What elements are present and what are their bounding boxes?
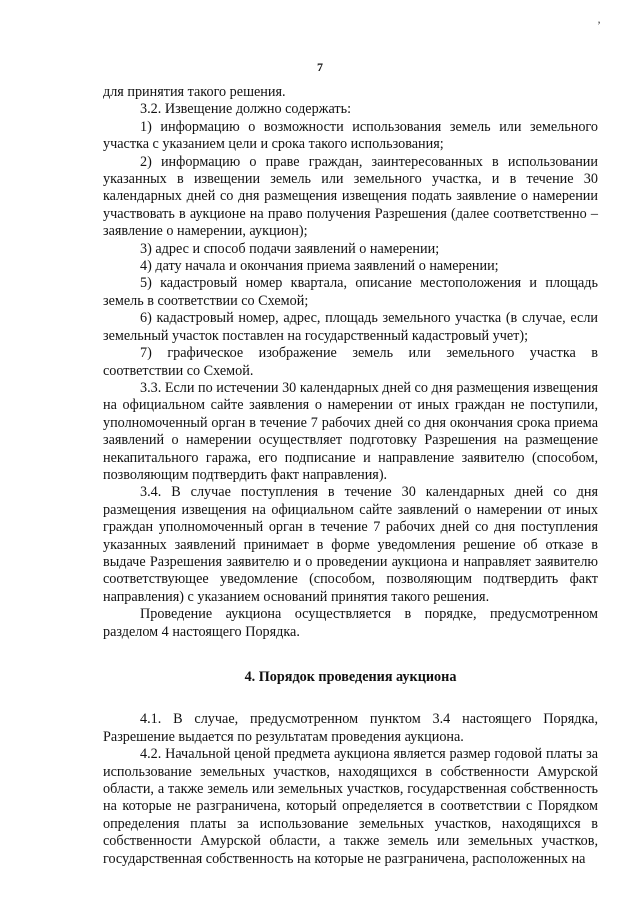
clause-4-1: 4.1. В случае, предусмотренном пунктом 3.4 настоящего Порядка, Разрешение выдается по результатам проведения аукциона. bbox=[103, 711, 598, 745]
corner-mark: ’ bbox=[597, 18, 601, 32]
clause-3-2-item-1: 1) информацию о возможности использования земель или земельного участка с указанием цели и срока такого использования; bbox=[103, 118, 598, 153]
clause-3-2-item-5: 5) кадастровый номер квартала, описание местоположения и площадь земель в соответствии со Схемой; bbox=[103, 275, 598, 309]
section-4-heading: 4. Порядок проведения аукциона bbox=[244, 669, 457, 685]
clause-3-2-item-2: 2) информацию о праве граждан, заинтересованных в использовании указанных в извещении земель или земельного участка, и в течение 30 календарных дней со дня размещения извещения подать заявление о намерении участвовать в аукционе на право получения Разрешения (далее соответственно – заявление о намерении, аукцион); bbox=[103, 153, 598, 240]
document-body bbox=[103, 84, 598, 868]
clause-3-2-item-4: 4) дату начала и окончания приема заявлений о намерении; bbox=[140, 258, 499, 275]
page-number: 7 bbox=[317, 60, 323, 74]
clause-3-2-item-3: 3) адрес и способ подачи заявлений о намерении; bbox=[140, 240, 440, 257]
clause-3-2: 3.2. Извещение должно содержать: bbox=[140, 101, 352, 118]
paragraph-continuation: для принятия такого решения. bbox=[103, 84, 286, 100]
auction-procedure-note: Проведение аукциона осуществляется в порядке, предусмотренном разделом 4 настоящего Порядка. bbox=[103, 606, 598, 640]
clause-3-4: 3.4. В случае поступления в течение 30 календарных дней со дня размещения извещения на официальном сайте заявлений о намерении от иных граждан уполномоченный орган в течение 7 рабочих дней со дня поступления указанных заявлений принимает в форме уведомления решение об отказе в выдаче Разрешения заявителю и о проведении аукциона и направляет заявителю соответствующее уведомление (способом, позволяющим подтвердить факт направления) с указанием оснований принятия такого решения. bbox=[103, 484, 598, 605]
clause-4-2: 4.2. Начальной ценой предмета аукциона является размер годовой платы за использование земельных участков, находящихся в собственности Амурской области, а также земель или земельных участков, государственная собственность на которые не разграничена, который определяется в соответствии с Порядком определения платы за использование земельных участков, находящихся в собственности Амурской области, а также земель или земельных участков, государственная собственность на которые не разграничена, расположенных на bbox=[103, 746, 598, 867]
clause-3-3: 3.3. Если по истечении 30 календарных дней со дня размещения извещения на официальном сайте заявления о намерении от иных граждан не поступили, уполномоченный орган в течение 7 рабочих дней со дня окончания срока приема заявлений о намерении осуществляет подготовку Разрешения на размещение некапитального гаража, его подписание и направление заявителю (способом, позволяющим подтвердить факт направления). bbox=[103, 379, 598, 483]
clause-3-2-item-6: 6) кадастровый номер, адрес, площадь земельного участка (в случае, если земельный участок поставлен на государственный кадастровый учет); bbox=[103, 310, 598, 344]
clause-3-2-item-7: 7) графическое изображение земель или земельного участка в соответствии со Схемой. bbox=[103, 345, 598, 379]
